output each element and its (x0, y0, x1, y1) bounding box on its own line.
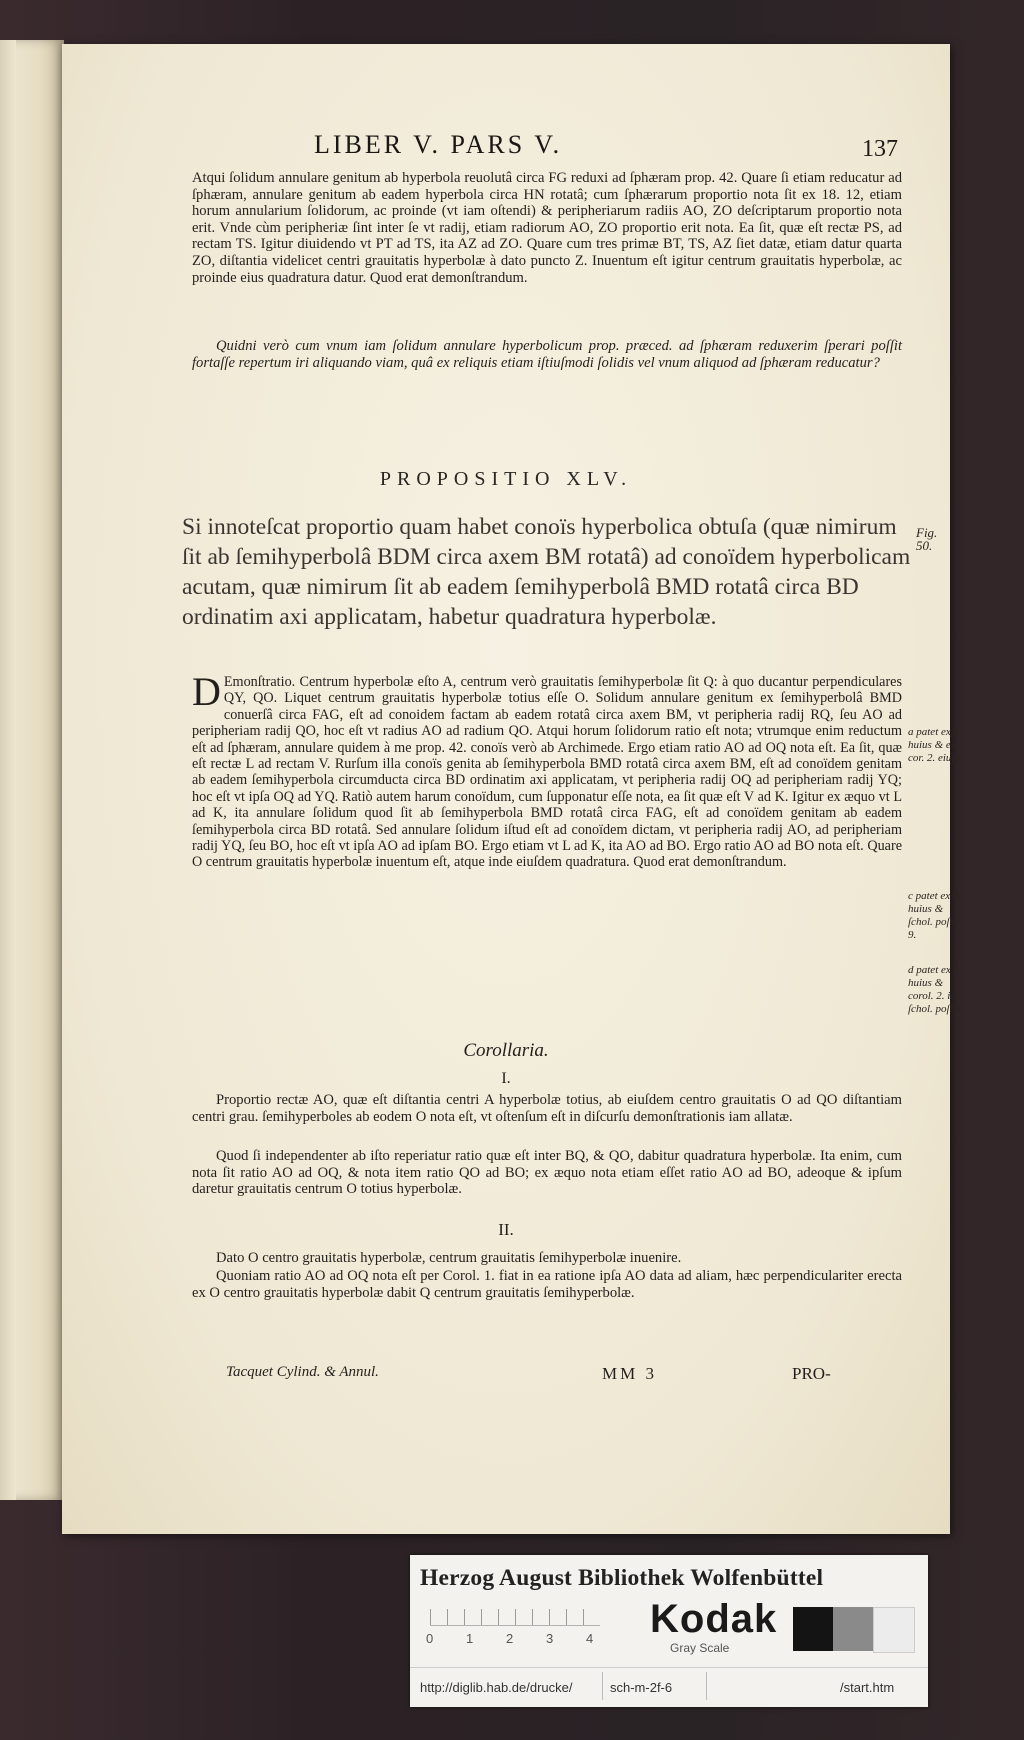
running-head (132, 130, 898, 166)
corollary-2-proof: Quoniam ratio AO ad OQ nota eſt per Corol. 1. fiat in ea ratione ipſa AO data ad aliam, hæc perpendiculariter erecta ex O centro grauitatis hyperbolæ dabit Q centrum grauitatis ſemihyperbolæ. (192, 1268, 902, 1301)
gray-scale-label: Gray Scale (670, 1641, 730, 1655)
catchword: PRO- (792, 1364, 831, 1383)
kodak-logo: Kodak (650, 1597, 778, 1641)
running-title: LIBER V. PARS V. (314, 130, 563, 159)
signature-mark: MM 3 (602, 1364, 657, 1383)
margin-note-d: d patet ex 9. huius & corol. 2. in ſchol. poſt 9 (908, 964, 962, 1015)
drop-cap: D (192, 669, 221, 714)
white-swatch (873, 1607, 915, 1653)
shelfmark: sch-m-2f-6 (610, 1680, 673, 1695)
corollary-1-continuation: Quod ſi independenter ab iſto reperiatur ratio quæ eſt inter BQ, & QO, dabitur quadratura hyperbolæ. Ita enim, cum nota ſit ratio AO ad OQ, & nota item ratio QO ad BO; ex æquo nota etiam eſſet ratio AO ad BO, adeoque & ipſum daretur grauitatis centrum O totius hyperbolæ. (192, 1148, 902, 1198)
url-suffix: /start.htm (840, 1680, 895, 1695)
corollary-1-text: Proportio rectæ AO, quæ eſt diſtantia centri A hyperbolæ totius, ab eiuſdem centro grauitatis O ad QO diſtantiam centri grau. ſemihyperboles ab eodem O nota eſt, vt oſtenſum eſt in diſcurſu demonſtrationis iam allatæ. (192, 1092, 902, 1125)
proposition-enunciation: Si innoteſcat proportio quam habet conoïs hyperbolica obtuſa (quæ nimirum ſit ab ſemihyperbolâ BDM circa axem BM rotatâ) ad conoïdem hyperbolicam acutam, quæ nimirum ſit ab eadem ſemihyperbolâ BMD rotatâ circa BD ordinatim axi applicatam, habetur quadratura hyperbolæ. (182, 514, 911, 630)
corollary-2-text: Dato O centro grauitatis hyperbolæ, centrum grauitatis ſemihyperbolæ inuenire. (216, 1250, 682, 1266)
measurement-scale (422, 1603, 622, 1657)
scale-number: 4 (586, 1631, 594, 1646)
corollaria-heading: Corollaria. (463, 1040, 549, 1061)
demonstration-paragraph (192, 669, 902, 871)
corollary-2-number: II. (498, 1220, 514, 1239)
digital-library-url (410, 1667, 928, 1704)
library-name: Herzog August Bibliothek Wolfenbüttel (420, 1565, 824, 1591)
footer-title: Tacquet Cylind. & Annul. (226, 1364, 379, 1380)
scale-number: 1 (466, 1631, 474, 1646)
margin-note-a: a patet ex 9 huius & ex cor. 2. eiuſd. (908, 726, 963, 764)
url-prefix: http://diglib.hab.de/drucke/ (420, 1680, 573, 1695)
book-page (62, 44, 964, 1534)
previous-page-edge (0, 40, 64, 1500)
intro-paragraph: Atqui ſolidum annulare genitum ab hyperbola reuolutâ circa FG reduxi ad ſphæram prop. 42. Quare ſi etiam reducatur ad ſphæram, annulare genitum ab eadem hyperbola circa HN rotatâ; cum ſphærarum proportio nota ſit ex 18. 12, etiam horum annularium ſolidorum, ac proinde (vt iam oſtendi) & peripheriarum radiis AO, ZO deſcriptarum proportio nota erit. Vnde cùm peripheriæ ſint inter ſe vt radij, etiam radiorum AO, ZO proportio erit nota. Ea ſit, quæ eſt rectæ PS, ad rectam TS. Igitur diuidendo vt PT ad TS, ita AZ ad ZO. Quare cum tres primæ BT, TS, AZ ſiet datæ, etiam datur quarta ZO, diſtantia videlicet centri grauitatis hyperbolæ à dato puncto Z. Inuentum eſt igitur centrum grauitatis hyperbolæ, ac proinde eius quadratura datur. Quod erat demonſtrandum. (192, 170, 902, 286)
margin-note-c: c patet ex 9. huius & ſchol. poſt p. 9. (908, 890, 964, 941)
gray-swatch (833, 1607, 873, 1651)
corollary-1-number: I. (501, 1070, 511, 1087)
library-label-card (410, 1555, 928, 1707)
scale-number: 0 (426, 1631, 434, 1646)
black-swatch (793, 1607, 833, 1651)
proposition-heading: PROPOSITIO XLV. (379, 468, 633, 490)
demonstration-text: Emonſtratio. Centrum hyperbolæ eſto A, centrum verò grauitatis ſemihyperbolæ ſit Q: à quo ducantur perpendiculares QY, QO. Liquet centrum grauitatis hyperbolæ totius eſſe O. Solidum annulare genitum ex ſemihyperbolâ BMD conuerſâ circa FAG, eſt ad conoidem factam ab eadem rotatâ circa axem BM, vt peripheria radij RQ, ſeu AO ad peripheriam radij QO, hoc eſt vt radius AO ad radium QO. Atqui horum ſolidorum ratio eſt nota; vtrumque enim reductum eſt ad ſphæram, annulare quidem à me prop. 42. conoïs verò ab Archimede. Ergo etiam ratio AO ad OQ nota eſt. Ea ſit, quæ eſt rectæ L ad rectam V. Rurſum illa conoïs genita ab ſemihyperbola BMD rotatâ circa axem BM, eſt ad conoïdem genitam ab eadem ſemihyperbola circumducta circa BD ordinatim axi applicatam, vt peripheria radij OQ ad peripheriam radij YQ; hoc eſt vt ipſa OQ ad YQ. Ratiò autem harum conoïdum, cum ſupponatur eſſe nota, ea ſit quæ eſt V ad K. Igitur ex æquo vt L ad K, ita annulare ſolidum quod ſit ab ſemihyperbola BMD rotatâ circa FAG, eſt ad conoïdem genitam ab eadem ſemihyperbola circa BD rotatâ. Sed annulare ſolidum iſtud eſt ad conoïdem dictam, vt peripheria radij AO, ad peripheriam radij YQ, ſeu BO, hoc eſt vt ipſa AO ad ipſam BO. Ergo etiam vt L ad K, ita AO ad BO. Ergo ratio AO ad BO nota eſt. Quare O centrum grauitatis hyperbolæ inuentum eſt, atque inde eiuſdem quadratura. Quod erat demonſtrandum. (192, 674, 902, 871)
page-footer (132, 1364, 880, 1388)
scale-number: 2 (506, 1631, 514, 1646)
figure-reference: Fig. 50. (916, 525, 938, 553)
scale-number: 3 (546, 1631, 554, 1646)
page-number: 137 (862, 136, 898, 162)
italic-note: Quidni verò cum vnum iam ſolidum annulare hyperbolicum prop. præced. ad ſphæram reduxerim ſperari poſſit fortaſſe repertum iri aliquando viam, quâ ex reliquis etiam iſtiuſmodi ſolidis vel vnum aliquod ad ſphæram reducatur? (192, 338, 902, 371)
